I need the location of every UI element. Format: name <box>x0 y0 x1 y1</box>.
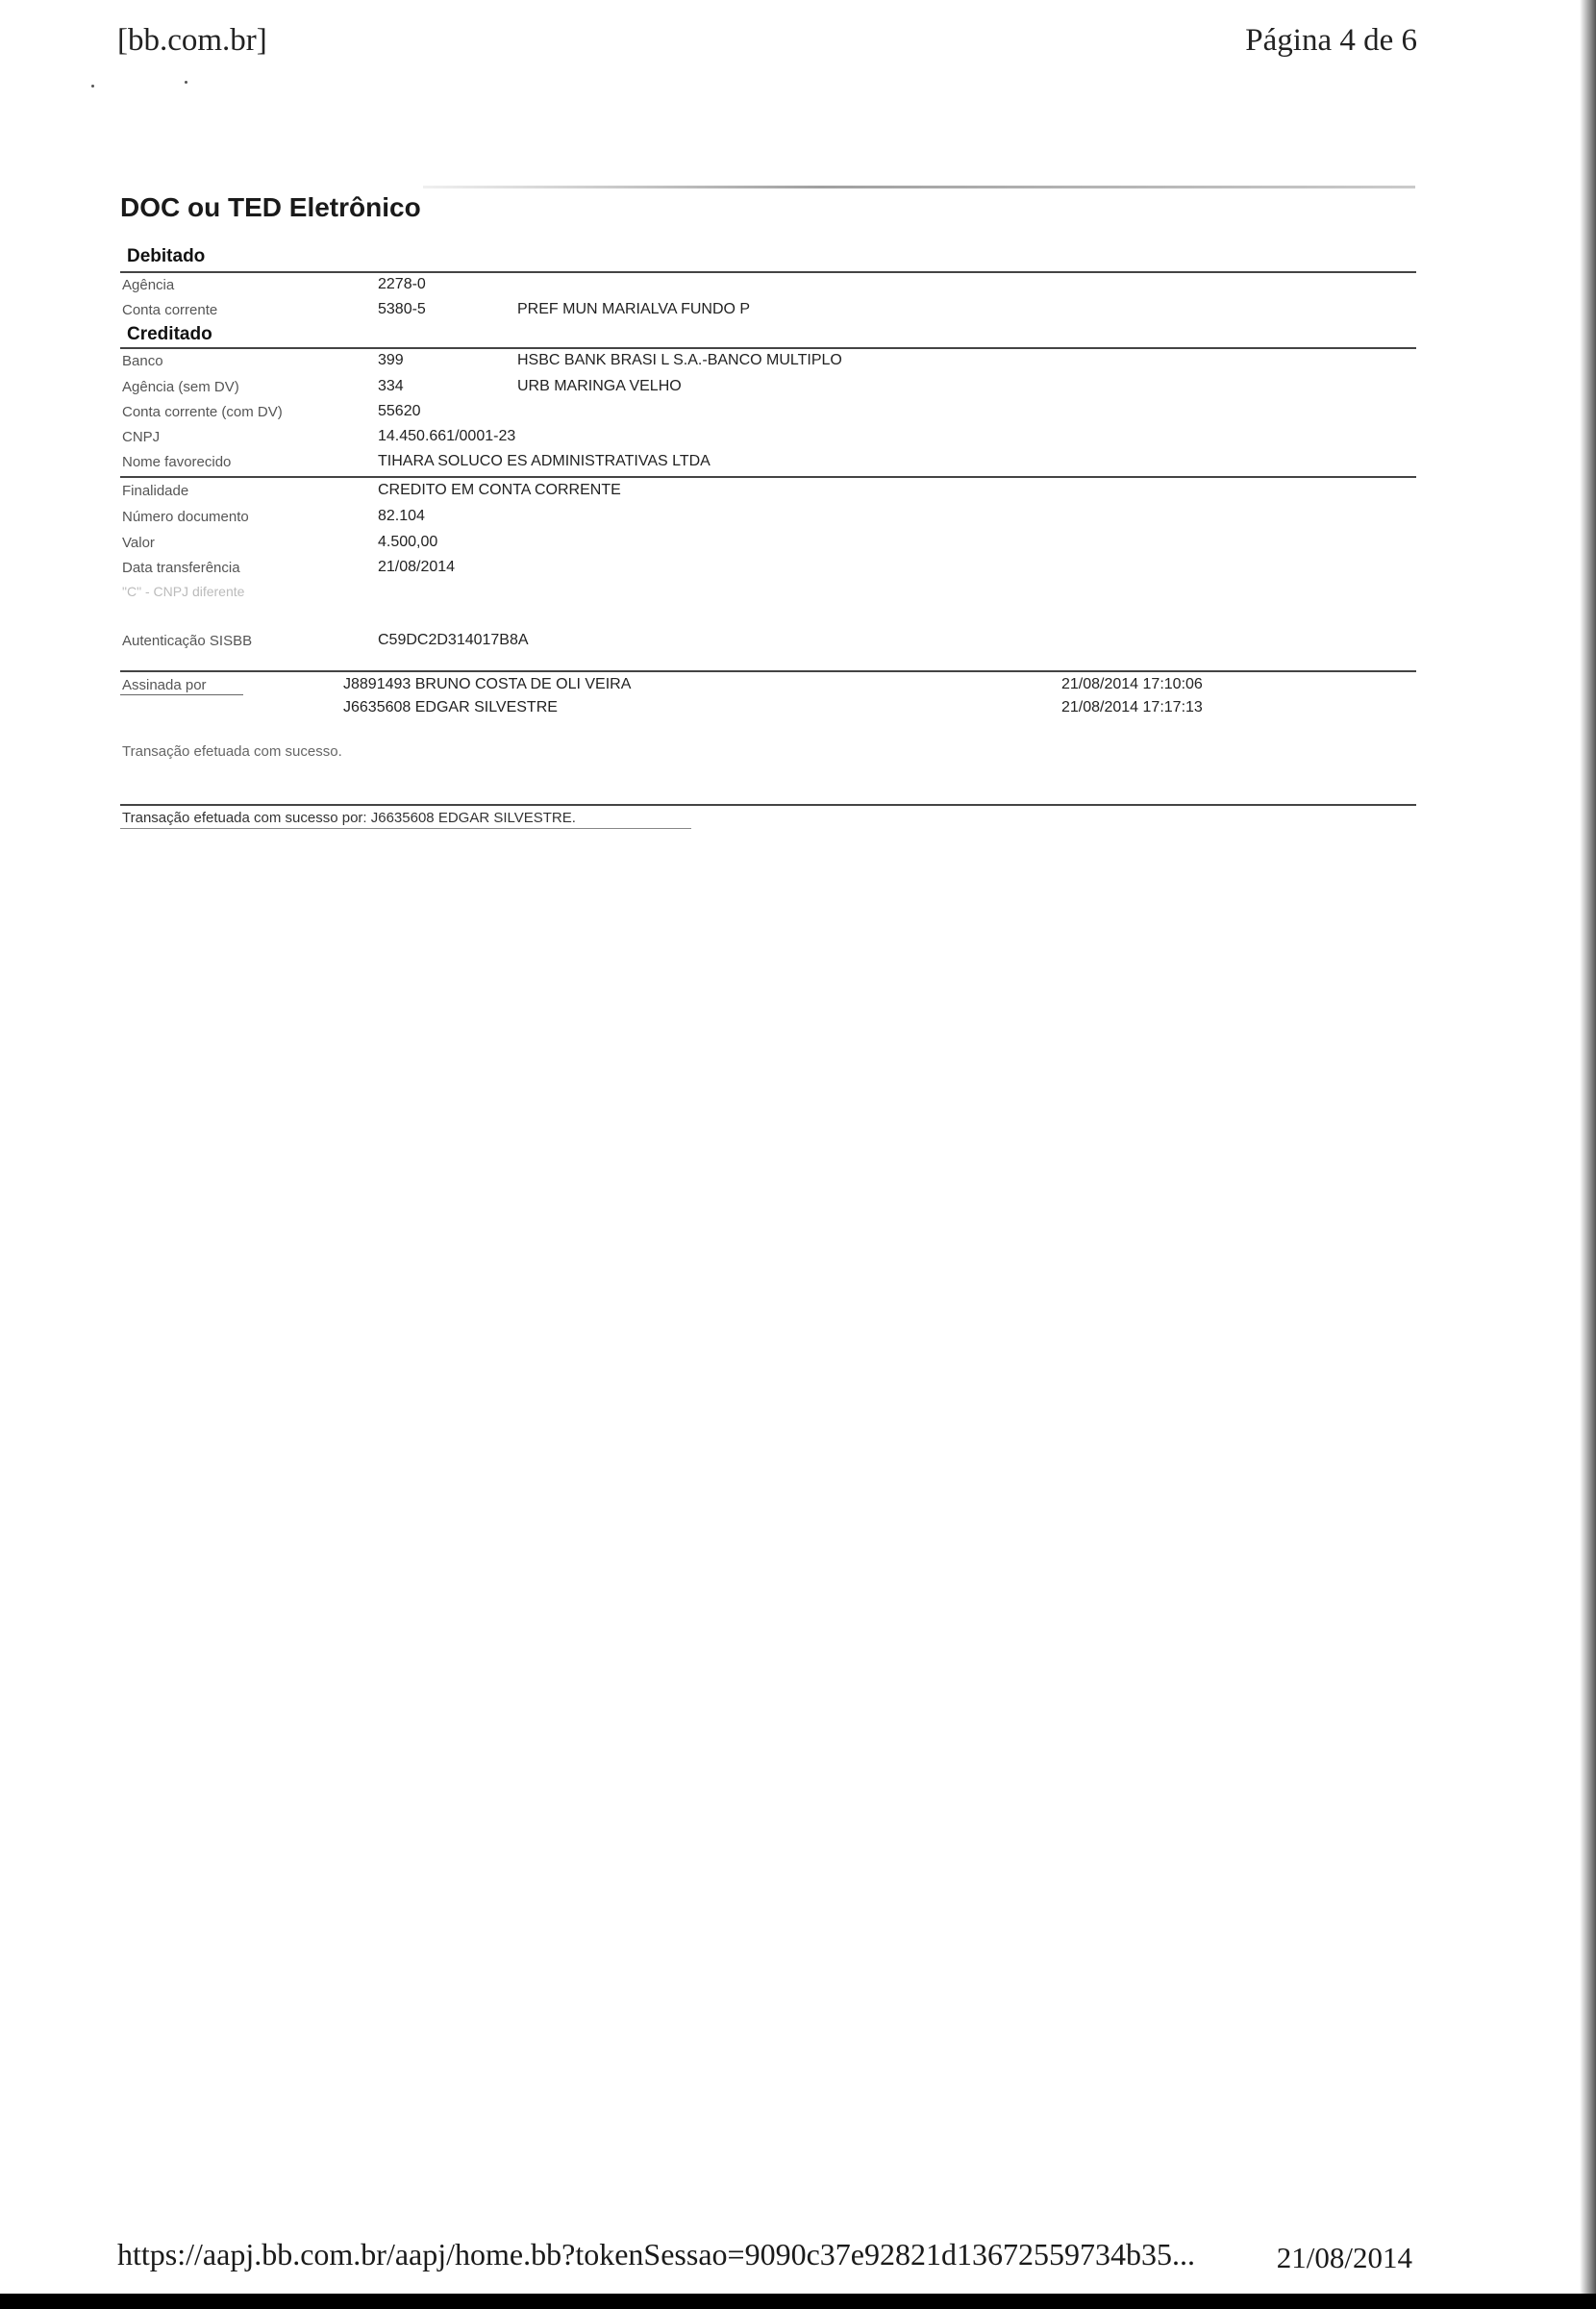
page-number: Página 4 de 6 <box>1245 23 1417 58</box>
status-by-message: Transação efetuada com sucesso por: J6635608 EDGAR SILVESTRE. <box>122 810 576 826</box>
label-banco: Banco <box>122 353 163 369</box>
divider <box>120 271 1416 273</box>
divider <box>120 670 1416 672</box>
label-assinada-por: Assinada por <box>122 677 207 693</box>
label-agencia-sem-dv: Agência (sem DV) <box>122 379 239 395</box>
value-agencia: 2278-0 <box>378 276 426 292</box>
value-autenticacao: C59DC2D314017B8A <box>378 632 529 648</box>
underline <box>120 828 691 829</box>
footer-date: 21/08/2014 <box>1276 2241 1412 2274</box>
status-message: Transação efetuada com sucesso. <box>122 743 342 760</box>
label-data-transferencia: Data transferência <box>122 560 240 576</box>
divider <box>120 347 1416 349</box>
value-finalidade: CREDITO EM CONTA CORRENTE <box>378 482 621 498</box>
section-debitado: Debitado <box>127 246 206 266</box>
value-data-transferencia: 21/08/2014 <box>378 559 456 575</box>
signer-name: J6635608 EDGAR SILVESTRE <box>343 699 558 715</box>
value-cnpj: 14.450.661/0001-23 <box>378 428 516 444</box>
divider <box>120 476 1416 478</box>
label-agencia: Agência <box>122 277 175 293</box>
value-conta-com-dv: 55620 <box>378 403 421 419</box>
label-conta-corrente: Conta corrente <box>122 302 218 318</box>
value-conta-nome: PREF MUN MARIALVA FUNDO P <box>517 301 751 317</box>
value-numero-documento: 82.104 <box>378 508 425 524</box>
underline <box>120 694 243 695</box>
cnpj-note: "C" - CNPJ diferente <box>122 584 245 599</box>
scan-bottom-bar <box>0 2294 1596 2309</box>
site-header: [bb.com.br] <box>117 23 267 58</box>
title-rule <box>423 186 1415 188</box>
signer-datetime: 21/08/2014 17:10:06 <box>1061 676 1203 692</box>
value-banco-nome: HSBC BANK BRASI L S.A.-BANCO MULTIPLO <box>517 352 842 368</box>
page-title: DOC ou TED Eletrônico <box>120 192 421 222</box>
label-numero-documento: Número documento <box>122 509 249 525</box>
label-finalidade: Finalidade <box>122 483 189 499</box>
label-cnpj: CNPJ <box>122 429 161 445</box>
signer-name: J8891493 BRUNO COSTA DE OLI VEIRA <box>343 676 632 692</box>
signer-datetime: 21/08/2014 17:17:13 <box>1061 699 1203 715</box>
label-valor: Valor <box>122 535 155 551</box>
label-autenticacao: Autenticação SISBB <box>122 633 253 649</box>
value-agencia-nome: URB MARINGA VELHO <box>517 378 682 394</box>
value-banco: 399 <box>378 352 404 368</box>
scan-edge <box>1580 0 1596 2294</box>
value-nome-favorecido: TIHARA SOLUCO ES ADMINISTRATIVAS LTDA <box>378 453 711 469</box>
divider <box>120 804 1416 806</box>
value-valor: 4.500,00 <box>378 534 438 550</box>
section-creditado: Creditado <box>127 324 212 344</box>
value-agencia-sem-dv: 334 <box>378 378 404 394</box>
label-nome-favorecido: Nome favorecido <box>122 454 232 470</box>
speck <box>185 81 187 84</box>
footer-url: https://aapj.bb.com.br/aapj/home.bb?tokenSessao=9090c37e92821d13672559734b35... <box>117 2237 1195 2271</box>
speck <box>91 85 94 88</box>
label-conta-com-dv: Conta corrente (com DV) <box>122 404 283 420</box>
value-conta-corrente: 5380-5 <box>378 301 426 317</box>
